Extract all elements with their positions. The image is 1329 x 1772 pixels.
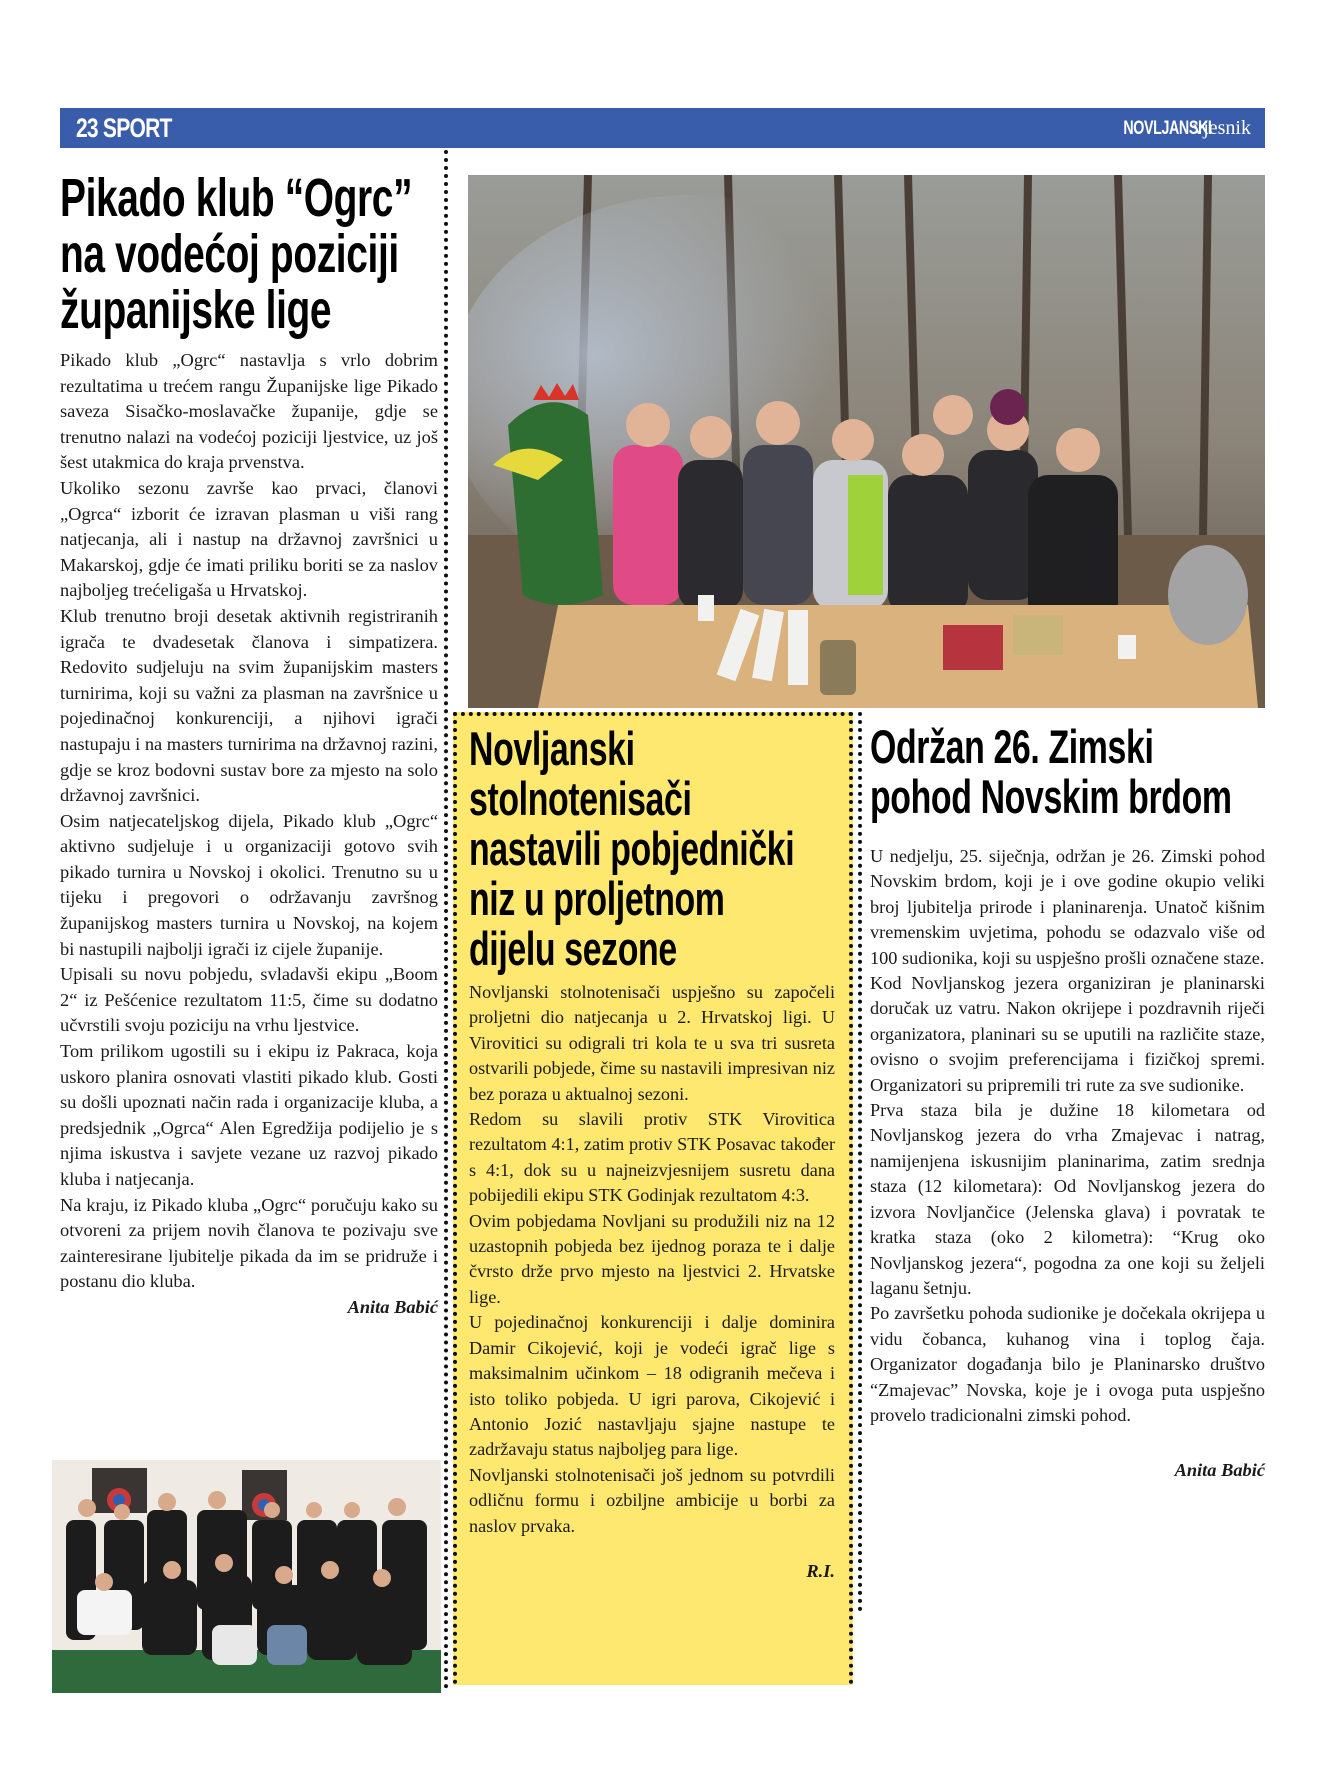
- paragraph: Osim natjecateljskog dijela, Pikado klub „Ogrc“ aktivno sudjeluje i u organizaciji gotovo svih pikado turnira u Novskoj i okolici. Trenutno su u tijeku i pregovori o održavanju završnog županijskog masters turnira u Novskoj, na kojem bi nastupili najbolji igrači iz cijele županije.: [60, 810, 438, 959]
- headline-line: županijske lige: [60, 280, 332, 340]
- paragraph: Tom prilikom ugostili su i ekipu iz Pakraca, koja uskoro planira osnovati vlastiti pikado klub. Gosti su došli upoznati način rada i organizacije kluba, a predsjednik „Ogrca“ Alen Egredžija podijelio je s njima iskustva i savjete vezane uz razvoj pikado kluba i natjecanja.: [60, 1041, 438, 1189]
- headline-line: Pikado klub “Ogrc”: [60, 168, 413, 228]
- page-section-label: 23 SPORT: [76, 112, 172, 143]
- paragraph: U nedjelju, 25. siječnja, održan je 26. Zimski pohod Novskim brdom, koji je i ove godine okupio veliki broj ljubitelja prirode i planinarenja. Unatoč kišnim vremenskim uvjetima, pohodu se odazvalo više od 100 sudionika, koji su uspješno prošli označene staze.: [870, 846, 1265, 968]
- group-photo-hikers-forest: [468, 175, 1265, 708]
- column-divider-left: [444, 150, 448, 1690]
- column-divider-right: [858, 712, 862, 1612]
- article-hike: [870, 722, 1265, 1484]
- brand-name-light: vjesnik: [1193, 116, 1251, 139]
- paragraph: Klub trenutno broji desetak aktivnih registriranih igrača te dvadesetak članova i simpatizera. Redovito sudjeluju na svim županijskim masters turnirima, koji su važni za plasman na završnice u pojedinačnoj konkurenciji, a njihovi igrači nastupaju i na masters turnirima na državnoj razini, gdje se kroz bodovni sustav bore za mjesto na solo državnoj završnici.: [60, 605, 438, 806]
- paragraph: U pojedinačnoj konkurenciji i dalje dominira Damir Cikojević, koji je vodeći igrač lige s maksimalnim učinkom – 18 odigranih mečeva i isto toliko pobjeda. U igri parova, Cikojević i Antonio Jozić nastavljaju sjajne nastupe te zadržavaju status najboljeg para lige.: [469, 1312, 835, 1460]
- article-table-tennis-byline: R.I.: [806, 1560, 835, 1581]
- paragraph: Upisali su novu pobjedu, svladavši ekipu „Boom 2“ iz Pešćenice rezultatom 11:5, čime su dodatno učvrstili svoju poziciju na vrhu ljestvice.: [60, 964, 438, 1036]
- article-darts-body: [60, 348, 438, 1295]
- paragraph: Redom su slavili protiv STK Virovitica rezultatom 4:1, zatim protiv STK Posavac također s 4:1, dok su u najneizvjesnijem susretu dana pobijedili ekipu STK Godinjak rezultatom 4:3.: [469, 1109, 835, 1206]
- article-darts-headline: [60, 170, 438, 338]
- page-header-bar: [60, 108, 1265, 148]
- headline-line: niz u proljetnom: [469, 872, 725, 925]
- paragraph: Novljanski stolnotenisači još jednom su potvrdili odličnu formu i ozbiljne ambicije u borbi za naslov prvaka.: [469, 1464, 835, 1536]
- paragraph: Prva staza bila je dužine 18 kilometara od Novljanskog jezera do vrha Zmajevac i natrag, namijenjena iskusnijim planinarima, zatim srednja staza (12 kilometara): Od Novljanskog jezera do izvora Novljančice (Jelenska glava) i povratak te kratka staza (oko 2 kilometra): “Krug oko Novljanskog jezera“, pogodna za one koji su željeli laganu šetnju.: [870, 1100, 1265, 1298]
- paragraph: Novljanski stolnotenisači uspješno su započeli proljetni dio natjecanja u 2. Hrvatskoj ligi. U Virovitici su odigrali tri kola te u sva tri susreta ostvarili pobjede, čime su nastavili impresivan niz bez poraza u aktualnoj sezoni.: [469, 982, 835, 1104]
- article-hike-body: [870, 844, 1265, 1428]
- headline-line: Novljanski: [469, 722, 635, 775]
- headline-line: dijelu sezone: [469, 922, 677, 975]
- article-darts: [60, 170, 438, 1321]
- article-table-tennis-headline: [469, 724, 835, 976]
- paragraph: Kod Novljanskog jezera organiziran je planinarski doručak uz vatru. Nakon okrijepe i pozdravnih riječi organizatora, planinari su se uputili na različite staze, ovisno o svojim preferencijama i fizičkoj spremi. Organizatori su pripremili tri rute za sve sudionike.: [870, 973, 1265, 1095]
- paragraph: Ovim pobjedama Novljani su produžili niz na 12 uzastopnih pobjeda bez ijednog poraza te i dalje čvrsto drže prvo mjesto na ljestvici 2. Hrvatske lige.: [469, 1210, 835, 1307]
- paragraph: Pikado klub „Ogrc“ nastavlja s vrlo dobrim rezultatima u trećem rangu Županijske lige Pikado saveza Sisačko-moslavačke županije, gdje se trenutno nalazi na vodećoj poziciji ljestvice, uz još šest utakmica do kraja prvenstva.: [60, 350, 438, 473]
- article-hike-byline: Anita Babić: [1174, 1460, 1265, 1481]
- headline-line: na vodećoj poziciji: [60, 224, 399, 284]
- headline-line: nastavili pobjednički: [469, 822, 795, 875]
- team-photo-darts-club: [52, 1460, 441, 1693]
- paragraph: Po završetku pohoda sudionike je dočekala okrijepa u vidu čobanca, kuhanog vina i toplog čaja. Organizator događanja bilo je Planinarsko društvo “Zmajevac” Novska, koje je i ovoga puta uspješno provelo tradicionalni zimski pohod.: [870, 1303, 1265, 1425]
- article-table-tennis-body: [469, 980, 835, 1539]
- hike-photo-illustration: [468, 175, 1265, 708]
- publication-brand: [1094, 117, 1251, 140]
- team-photo-illustration: [52, 1460, 441, 1693]
- headline-line: Održan 26. Zimski: [870, 720, 1154, 773]
- article-hike-headline: [870, 722, 1265, 832]
- headline-line: pohod Novskim brdom: [870, 770, 1232, 823]
- article-darts-byline: Anita Babić: [347, 1296, 438, 1317]
- paragraph: Na kraju, iz Pikado kluba „Ogrc“ poručuju kako su otvoreni za prijem novih članova te pozivaju sve zainteresirane ljubitelje pikada da im se pridruže i postanu dio kluba.: [60, 1194, 438, 1292]
- brand-name-bold: NOVLJANSKI: [1123, 117, 1212, 139]
- headline-line: stolnotenisači: [469, 772, 692, 825]
- paragraph: Ukoliko sezonu završe kao prvaci, članovi „Ogrca“ izborit će izravan plasman u viši rang natjecanja, ali i nastup na državnoj završnici u Makarskoj, gdje će imati priliku boriti se za naslov najboljeg trećeligaša u Hrvatskoj.: [60, 477, 438, 601]
- article-table-tennis: [453, 712, 853, 1685]
